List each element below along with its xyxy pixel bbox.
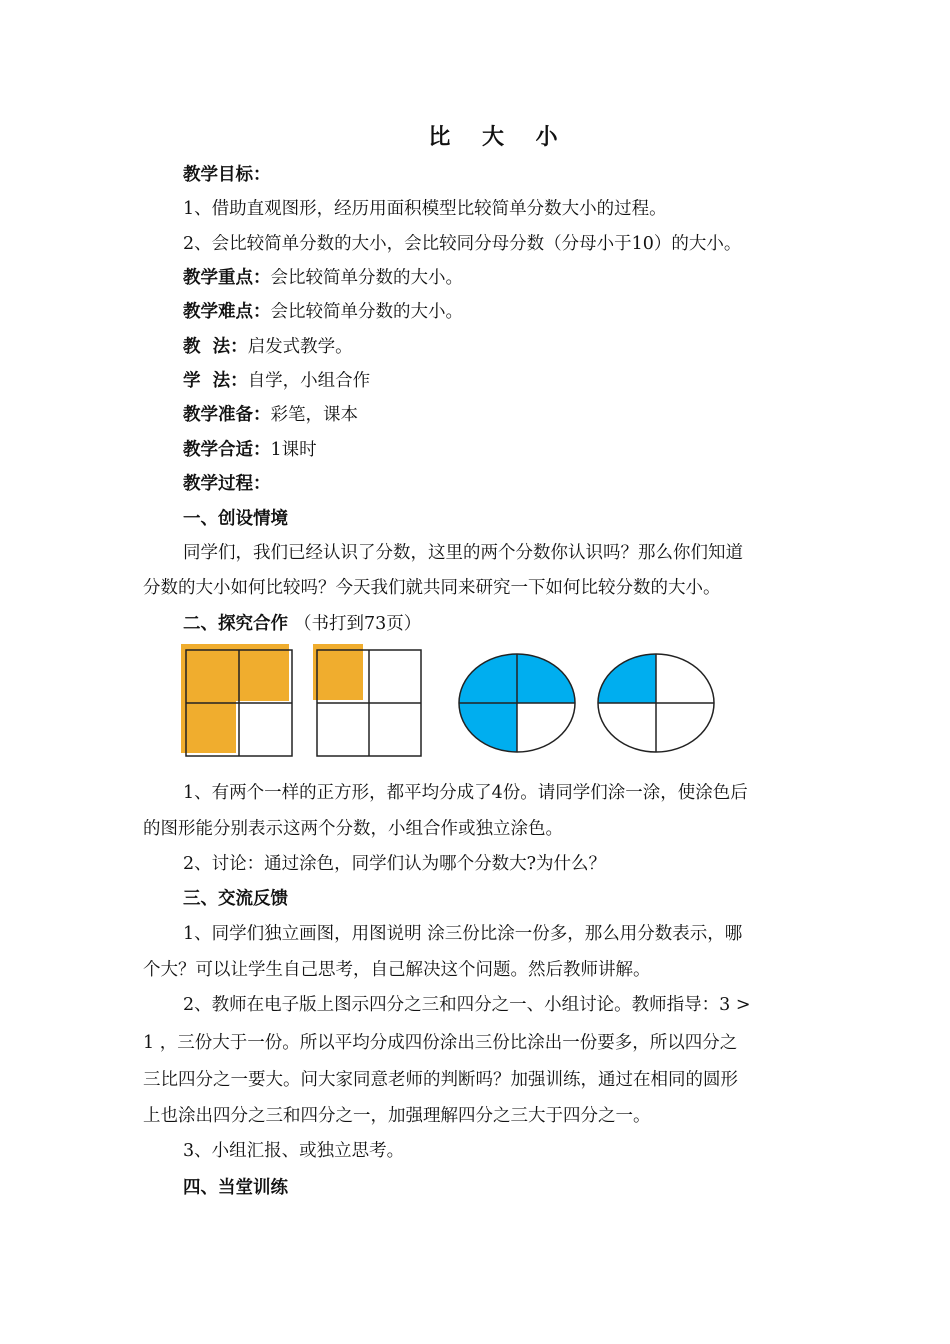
section-3-p2-line-2: 1 ，三份大于一份。所以平均分成四份涂出三份比涂出一份要多，所以四分之 (143, 1033, 738, 1053)
section-3-p2-line-3: 三比四分之一要大。问大家同意老师的判断吗？加强训练，通过在相同的圆形 (143, 1070, 738, 1090)
section-2-note: （书打到73页） (294, 614, 422, 634)
square-1-shade-top-left (181, 644, 237, 701)
section-2-heading: 二、探究合作 (183, 614, 288, 634)
key-point-row (183, 266, 463, 290)
section-2-heading-row (183, 612, 421, 636)
section-1-heading: 一、创设情境 (183, 509, 288, 529)
circle-1-shade-top-left (459, 654, 517, 703)
square-one-quarter (313, 644, 421, 756)
teaching-method-label: 教 法： (183, 337, 248, 357)
section-3-p2-line-4: 上也涂出四分之三和四分之一，加强理解四分之三大于四分之一。 (143, 1106, 651, 1126)
circle-1-shade-bottom-left (459, 703, 517, 752)
learning-method-text: 自学，小组合作 (247, 371, 371, 391)
process-heading: 教学过程： (183, 474, 271, 494)
circle-three-quarters (459, 654, 575, 752)
teaching-method-text: 启发式教学。 (247, 337, 353, 357)
square-2-shade-top-left (313, 644, 363, 700)
key-point-text: 会比较简单分数的大小。 (270, 268, 463, 288)
goal-2: 2、会比较简单分数的大小，会比较同分母分数（分母小于10）的大小。 (183, 234, 742, 254)
section-2-p1-line-1: 1、有两个一样的正方形，都平均分成了4份。请同学们涂一涂，使涂色后 (183, 783, 748, 803)
key-point-label: 教学重点： (183, 268, 271, 288)
section-1-paragraph-line-1: 同学们，我们已经认识了分数，这里的两个分数你认识吗？那么你们知道 (183, 543, 743, 563)
preparation-label: 教学准备： (183, 405, 271, 425)
square-1-shade-top-right (233, 644, 289, 701)
section-1-paragraph-line-2: 分数的大小如何比较吗？今天我们就共同来研究一下如何比较分数的大小。 (143, 578, 721, 598)
circle-one-quarter (598, 654, 714, 752)
section-3-heading: 三、交流反馈 (183, 889, 288, 909)
section-3-p1-line-1: 1、同学们独立画图，用图说明 涂三份比涂一份多，那么用分数表示，哪 (183, 924, 743, 944)
difficulty-row (183, 300, 463, 324)
section-3-p2-line-1: 2、教师在电子版上图示四分之三和四分之一、小组讨论。教师指导：3 > (183, 995, 751, 1015)
duration-row (183, 438, 317, 462)
section-3-p3: 3、小组汇报、或独立思考。 (183, 1141, 405, 1161)
goals-heading: 教学目标： (183, 165, 271, 185)
difficulty-label: 教学难点： (183, 302, 271, 322)
duration-label: 教学合适： (183, 440, 271, 460)
learning-method-label: 学 法： (183, 371, 248, 391)
section-4-heading: 四、当堂训练 (183, 1178, 288, 1198)
goal-1: 1、借助直观图形，经历用面积模型比较简单分数大小的过程。 (183, 199, 667, 219)
square-1-shade-bottom-left (181, 697, 236, 753)
section-2-p1-line-2: 的图形能分别表示这两个分数，小组合作或独立涂色。 (143, 819, 563, 839)
fraction-figures (180, 644, 780, 760)
preparation-row (183, 403, 358, 427)
teaching-method-row (183, 335, 353, 359)
page-title: 比 大 小 (428, 124, 570, 150)
square-three-quarters (181, 644, 292, 756)
learning-method-row (183, 369, 370, 393)
circle-2-shade-top-left (598, 654, 656, 703)
difficulty-text: 会比较简单分数的大小。 (270, 302, 463, 322)
duration-text: 1课时 (270, 440, 317, 460)
section-2-p2: 2、讨论：通过涂色，同学们认为哪个分数大?为什么？ (183, 854, 607, 874)
preparation-text: 彩笔，课本 (270, 405, 358, 425)
circle-1-shade-top-right (517, 654, 575, 703)
section-3-p1-line-2: 个大？可以让学生自己思考，自己解决这个问题。然后教师讲解。 (143, 960, 651, 980)
